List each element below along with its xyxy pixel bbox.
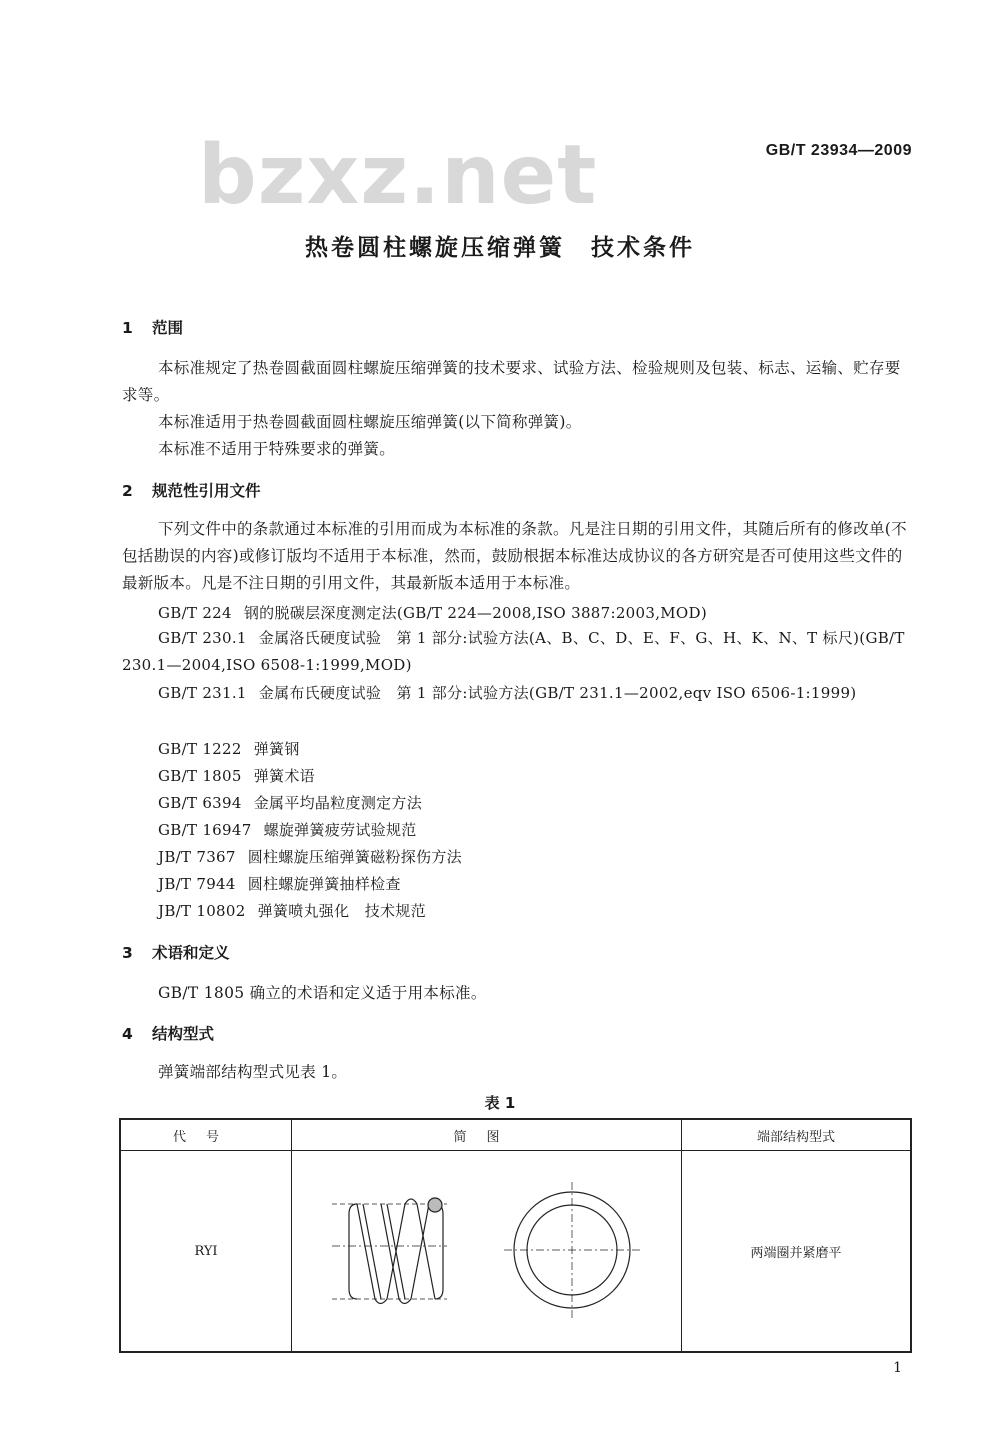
reference-title: 圆柱螺旋压缩弹簧磁粉探伤方法	[247, 848, 462, 866]
watermark: bzxz.net	[198, 128, 598, 223]
reference-item	[158, 873, 401, 894]
cell-end-type: 两端圈并紧磨平	[682, 1151, 912, 1353]
cell-diagram	[292, 1151, 682, 1353]
header-code: 代号	[120, 1119, 292, 1151]
reference-item	[158, 819, 417, 840]
section-title: 规范性引用文件	[152, 482, 261, 500]
reference-item	[158, 738, 300, 759]
reference-item	[158, 792, 422, 813]
reference-title: 弹簧喷丸强化 技术规范	[257, 902, 426, 920]
spring-end-type-table	[119, 1118, 912, 1353]
reference-item	[158, 846, 462, 867]
section-4-heading	[122, 1022, 214, 1044]
reference-title: 金属平均晶粒度测定方法	[253, 794, 423, 812]
reference-item	[158, 602, 707, 623]
reference-title: 弹簧术语	[253, 767, 315, 785]
section-4-text: 弹簧端部结构型式见表 1。	[158, 1063, 348, 1081]
reference-title: 金属布氏硬度试验 第 1 部分:试验方法(GB/T 231.1—2002,eqv ISO 6506-1:1999)	[258, 684, 857, 702]
reference-code: GB/T 1222	[158, 740, 242, 758]
reference-code: GB/T 224	[158, 604, 232, 622]
table-caption: 表 1	[484, 1094, 516, 1112]
reference-code: GB/T 6394	[158, 794, 242, 812]
document-title	[0, 229, 1000, 262]
title-sub: 技术条件	[591, 235, 695, 261]
reference-item	[122, 625, 914, 679]
section-1-paragraph-3: 本标准不适用于特殊要求的弹簧。	[158, 440, 396, 458]
section-number: 3	[122, 944, 133, 962]
page-number: 1	[893, 1360, 902, 1376]
table-header-row	[120, 1119, 911, 1151]
section-1-heading	[122, 316, 183, 338]
reference-code: GB/T 231.1	[158, 684, 247, 702]
section-2-heading	[122, 479, 261, 501]
reference-code: JB/T 7944	[158, 875, 236, 893]
reference-title: 钢的脱碳层深度测定法(GB/T 224—2008,ISO 3887:2003,MOD)	[243, 604, 708, 622]
section-3-text: GB/T 1805 确立的术语和定义适于用本标准。	[158, 984, 487, 1002]
header-diagram: 简图	[292, 1119, 682, 1151]
table-row	[120, 1151, 911, 1353]
section-1-paragraph-2: 本标准适用于热卷圆截面圆柱螺旋压缩弹簧(以下简称弹簧)。	[158, 413, 582, 431]
reference-code: GB/T 16947	[158, 821, 252, 839]
reference-code: GB/T 230.1	[158, 629, 247, 647]
section-title: 结构型式	[152, 1025, 215, 1043]
spring-diagram	[322, 1174, 652, 1324]
section-3-heading	[122, 941, 230, 963]
header-end-type: 端部结构型式	[682, 1119, 912, 1151]
reference-item	[158, 765, 315, 786]
title-main: 热卷圆柱螺旋压缩弹簧	[305, 235, 565, 261]
reference-title: 螺旋弹簧疲劳试验规范	[263, 821, 417, 839]
cell-code: RYⅠ	[120, 1151, 292, 1353]
section-number: 2	[122, 482, 133, 500]
section-number: 1	[122, 319, 133, 337]
reference-code: JB/T 7367	[158, 848, 236, 866]
reference-item	[122, 680, 914, 707]
section-2-intro: 下列文件中的条款通过本标准的引用而成为本标准的条款。凡是注日期的引用文件，其随后所有的修改单(不包括勘误的内容)或修订版均不适用于本标准，然而，鼓励根据本标准达成协议的各方研究是否可使用这些文件的最新版本。凡是不注日期的引用文件，其最新版本适用于本标准。	[122, 520, 907, 592]
section-title: 范围	[152, 319, 184, 337]
reference-code: GB/T 1805	[158, 767, 242, 785]
section-1-paragraph-1: 本标准规定了热卷圆截面圆柱螺旋压缩弹簧的技术要求、试验方法、检验规则及包装、标志、运输、贮存要求等。	[122, 359, 901, 404]
reference-title: 圆柱螺旋弹簧抽样检查	[247, 875, 401, 893]
reference-item	[158, 900, 426, 921]
reference-code: JB/T 10802	[158, 902, 246, 920]
section-title: 术语和定义	[152, 944, 230, 962]
section-number: 4	[122, 1025, 133, 1043]
reference-title: 弹簧钢	[253, 740, 300, 758]
standard-code: GB/T 23934—2009	[765, 142, 912, 159]
reference-title: 金属洛氏硬度试验 第 1 部分:试验方法(A、B、C、D、E、F、G、H、K、N、T 标尺)(GB/T 230.1—2004,ISO 6508-1:1999,MOD)	[122, 629, 905, 674]
